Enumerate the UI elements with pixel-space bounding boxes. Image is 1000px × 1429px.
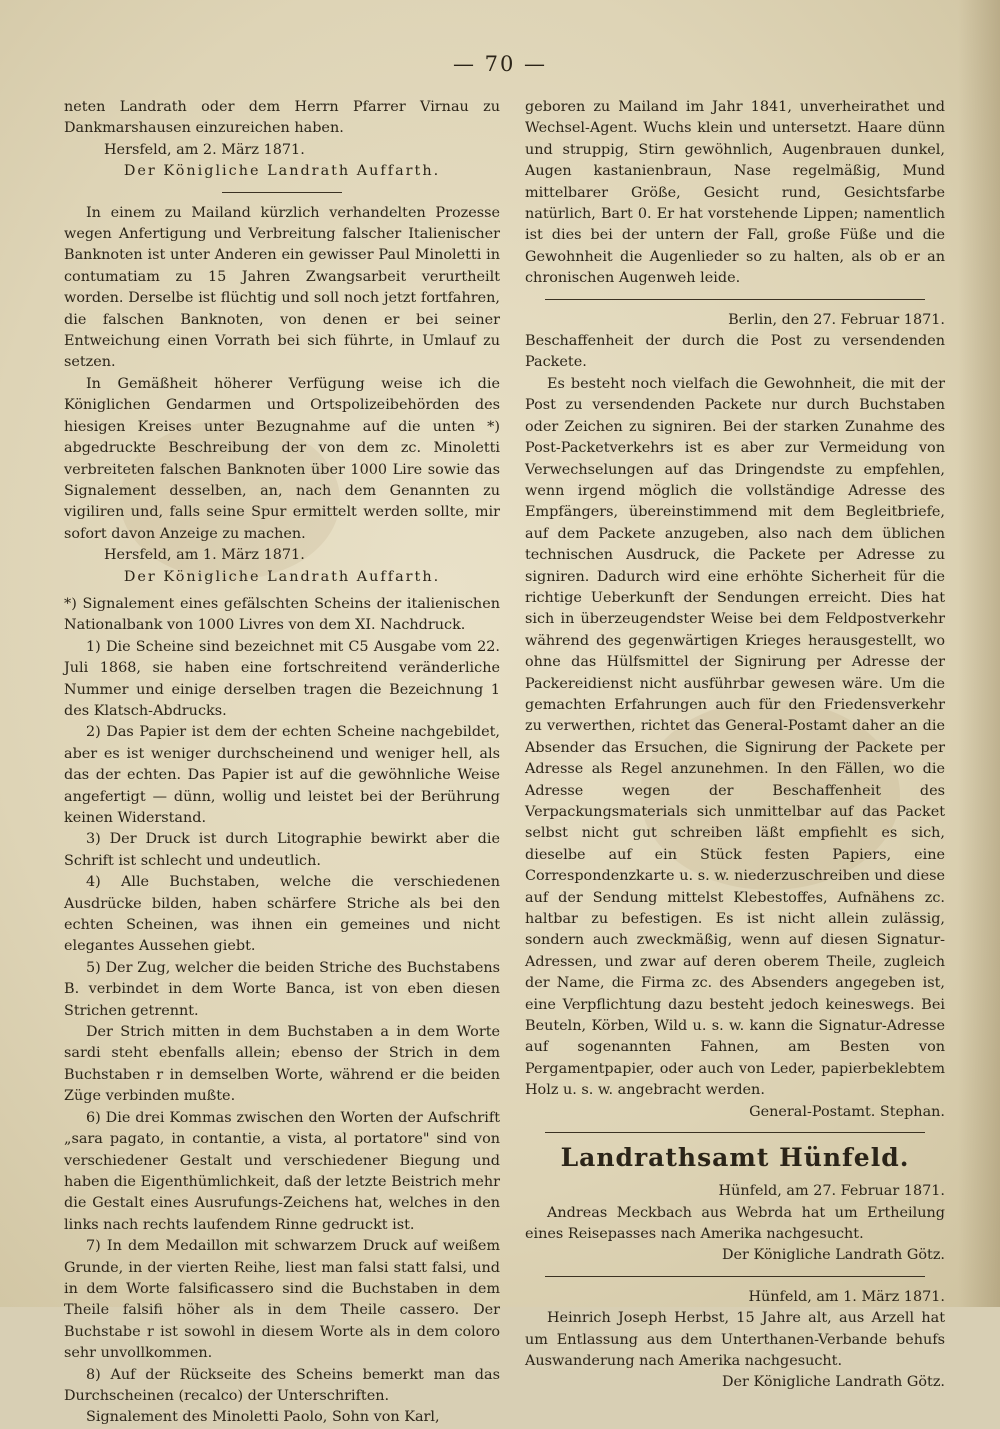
footnote-item: 6) Die drei Kommas zwischen den Worten der Aufschrift „sara pagato, in contantie, a vista, al portatore" sind von verschiedener Gestalt und verschiedener Biegung und haben die Eigenthümlichkeit, daß der letzte Beistrich mehr die Gestalt eines Ausrufungs-Zeichens hat, welches in den links nach rechts laufendem Rinne gedruckt ist.	[64, 1109, 500, 1233]
dateline: Hünfeld, am 27. Februar 1871.	[718, 1183, 945, 1200]
separator-rule	[545, 299, 925, 300]
footnote-intro: *) Signalement eines gefälschten Scheins der italienischen Nationalbank von 1000 Livres von dem XI. Nachdruck.	[64, 595, 500, 634]
signature: Der Königliche Landrath Auffarth.	[123, 163, 441, 180]
footnote-item: 7) In dem Medaillon mit schwarzem Druck auf weißem Grunde, in der vierten Reihe, liest man falsi statt falsi, und in dem Worte falsificassero sind die Buchstaben in dem Theile falsifi höher als in dem Theile cassero. Der Buchstabe r ist sowohl in diesem Worte als in dem coloro sehr unvollkommen.	[64, 1238, 500, 1362]
notice-subject: Beschaffenheit der durch die Post zu versendenden Packete.	[525, 333, 945, 371]
dateline: Hersfeld, am 1. März 1871.	[104, 547, 305, 564]
paragraph: Es besteht noch vielfach die Gewohnheit, die mit der Post zu versendenden Packete nur durch Buchstaben oder Zeichen zu signiren. Bei der starken Zunahme des Post-Packetverkehrs ist es aber zur Vermeidung von Verwechselungen auf das Dringendste zu empfehlen, wenn irgend möglich die vollständige Adresse des Empfängers, übereinstimmend mit dem Begleitbriefe, auf dem Packete anzugeben, also nach dem üblichen technischen Ausdruck, die Packete per Adresse zu signiren. Dadurch wird eine erhöhte Sicherheit für die richtige Ueberkunft der Sendungen erreicht. Dies hat sich in überzeugendster Weise bei dem Feldpostverkehr während des gegenwärtigen Krieges herausgestellt, wo ohne das Hülfsmittel der Signirung per Adresse der Packereidienst nicht ausführbar gewesen wäre. Um die gemachten Erfahrungen auch für den Friedensverkehr zu verwerthen, richtet das General-Postamt daher an die Absender das Ersuchen, die Signirung der Packete per Adresse als Regel anzunehmen. In den Fällen, wo die Adresse wegen der Beschaffenheit des Verpackungsmaterials sich unmittelbar auf das Packet selbst nicht gut schreiben läßt empfiehlt es sich, dieselbe auf ein Stück festen Papiers, eine Correspondenzkarte u. s. w. niederzuschreiben und diese auf der Sendung mittelst Klebestoffes, Aufnähens zc. haltbar zu befestigen. Es ist nicht allein zulässig, sondern auch zweckmäßig, wenn auf diesen Signatur-Adressen, und zwar auf deren oberem Theile, zugleich der Name, die Firma zc. des Absenders angegeben ist, eine Verpflichtung dazu besteht jedoch keineswegs. Bei Beuteln, Körben, Wild u. s. w. kann die Signatur-Adresse auf sogenannten Fahnen, am Besten von Pergamentpapier, oder auch von Leder, papierbeklebtem Holz u. s. w. angebracht werden.	[525, 375, 945, 1099]
footnote-item: Der Strich mitten in dem Buchstaben a in dem Worte sardi steht ebenfalls allein; ebenso der Strich in dem Buchstaben r in demselben Worte, während er die beiden Züge verbinden mußte.	[64, 1024, 500, 1105]
page-number: — 70 —	[452, 52, 548, 76]
paragraph: In einem zu Mailand kürzlich verhandelten Prozesse wegen Anfertigung und Verbreitung falscher Italienischer Banknoten ist unter Anderen ein gewisser Paul Minoletti in contumatiam zu 15 Jahren Zwangsarbeit verurtheilt worden. Derselbe ist flüchtig und soll noch jetzt fortfahren, die falschen Banknoten, von denen er bei seiner Entweichung einen Vorrath bei sich führte, in Umlauf zu setzen.	[64, 204, 500, 371]
notice-text: Heinrich Joseph Herbst, 15 Jahre alt, aus Arzell hat um Entlassung aus dem Unterthanen-Verbande behufs Auswanderung nach Amerika nachgesucht.	[525, 1310, 945, 1369]
signature: Der Königliche Landrath Auffarth.	[123, 568, 441, 585]
signature: General-Postamt. Stephan.	[749, 1103, 945, 1120]
signature: Der Königliche Landrath Götz.	[721, 1374, 945, 1391]
left-column	[64, 97, 500, 1429]
footnote-item: 1) Die Scheine sind bezeichnet mit C5 Ausgabe vom 22. Juli 1868, sie haben eine fortschreitend veränderliche Nummer und einige derselben tragen die Bezeichnung 1 des Klatsch-Abdrucks.	[64, 638, 500, 719]
office-heading: Landrathsamt Hünfeld.	[560, 1143, 910, 1173]
dateline: Hünfeld, am 1. März 1871.	[748, 1288, 945, 1305]
dateline: Hersfeld, am 2. März 1871.	[104, 141, 305, 158]
dateline: Berlin, den 27. Februar 1871.	[728, 311, 945, 328]
footnote-item: 3) Der Druck ist durch Litographie bewirkt aber die Schrift ist schlecht und undeutlich.	[64, 831, 500, 869]
separator-rule	[545, 1132, 925, 1133]
separator-rule	[545, 1276, 925, 1277]
footnote-item: Signalement des Minoletti Paolo, Sohn von Karl,	[86, 1409, 440, 1426]
footnote-item: 8) Auf der Rückseite des Scheins bemerkt man das Durchscheinen (recalco) der Unterschriften.	[64, 1366, 500, 1404]
paragraph: In Gemäßheit höherer Verfügung weise ich die Königlichen Gendarmen und Ortspolizeibehörden des hiesigen Kreises unter Bezugnahme auf die unten *) abgedruckte Beschreibung der von dem zc. Minoletti verbreiteten falschen Banknoten über 1000 Lire sowie das Signalement desselben, an, nach dem Genannten zu vigiliren und, falls seine Spur ermittelt werden sollte, mir sofort davon Anzeige zu machen.	[64, 375, 500, 542]
signature: Der Königliche Landrath Götz.	[721, 1247, 945, 1264]
right-column	[525, 97, 945, 1394]
notice-text: Andreas Meckbach aus Webrda hat um Ertheilung eines Reisepasses nach Amerika nachgesucht.	[525, 1204, 945, 1242]
footnote-item: 4) Alle Buchstaben, welche die verschiedenen Ausdrücke bilden, haben schärfere Striche als bei den echten Scheinen, was ihnen ein gemeines und nicht elegantes Aussehen giebt.	[64, 874, 500, 955]
footnote-item: 5) Der Zug, welcher die beiden Striche des Buchstabens B. verbindet in dem Worte Banca, ist von eben diesen Strichen getrennt.	[64, 959, 500, 1019]
continuation-text: geboren zu Mailand im Jahr 1841, unverheirathet und Wechsel-Agent. Wuchs klein und untersetzt. Haare dünn und struppig, Stirn gewöhnlich, Augenbrauen dunkel, Augen kastanienbraun, Nase regelmäßig, Mund mittelbarer Größe, Gesicht rund, Gesichtsfarbe natürlich, Bart 0. Er hat vorstehende Lippen; namentlich ist dies bei der untern der Fall, große Füße und die Gewohnheit die Augenlieder so zu halten, als ob er an chronischen Augenweh leide.	[525, 99, 945, 287]
page-edge-shadow	[958, 0, 1000, 1307]
footnote-item: 2) Das Papier ist dem der echten Scheine nachgebildet, aber es ist weniger durchscheinend und weniger hell, als das der echten. Das Papier ist auf die gewöhnliche Weise angefertigt — dünn, wollig und leistet bei der Berührung keinen Widerstand.	[64, 724, 500, 826]
separator-rule	[222, 192, 342, 193]
notice-text: neten Landrath oder dem Herrn Pfarrer Virnau zu Dankmarshausen einzureichen haben.	[64, 99, 500, 137]
